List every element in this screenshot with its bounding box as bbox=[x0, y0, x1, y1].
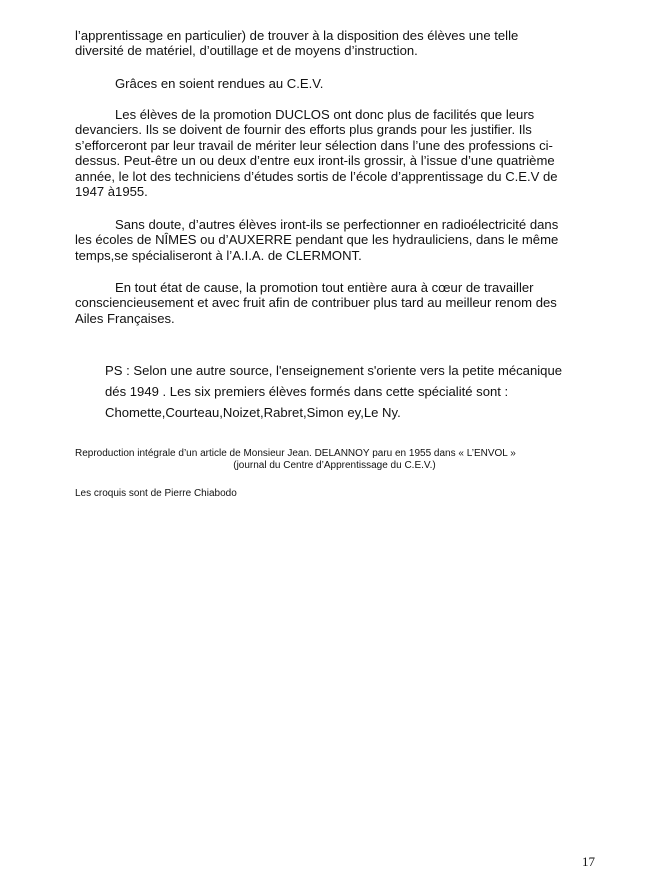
text-line: 1947 à1955. bbox=[75, 184, 148, 200]
text-line: année, le lot des techniciens d’études sortis de l’école d’apprentissage du C.E.V de bbox=[75, 168, 558, 184]
postscript bbox=[105, 360, 595, 423]
text-line: s’efforceront par leur travail de mériter leur sélection dans l’une des professions ci- bbox=[75, 137, 553, 153]
text-line: consciencieusement et avec fruit afin de contribuer plus tard au meilleur renom des bbox=[75, 295, 557, 311]
paragraph-promotion bbox=[75, 107, 594, 199]
page-number: 17 bbox=[582, 854, 595, 869]
paragraph-radio bbox=[75, 217, 594, 263]
paragraph-thanks bbox=[75, 76, 594, 91]
text-line: Sans doute, d’autres élèves iront-ils se perfectionner en radioélectricité dans bbox=[115, 217, 559, 232]
paragraph-conclusion bbox=[75, 280, 594, 326]
text-line: temps,se spécialiseront à l’A.I.A. de CLERMONT. bbox=[75, 247, 362, 263]
reproduction-credit bbox=[75, 448, 594, 472]
text-line: Chomette,Courteau,Noizet,Rabret,Simon ey,Le Ny. bbox=[105, 405, 401, 420]
text-line: devanciers. Ils se doivent de fournir des efforts plus grands pour les justifier. Ils bbox=[75, 122, 532, 138]
text-line: dessus. Peut-être un ou deux d’entre eux iront-ils grossir, à l’issue d’une quatrième bbox=[75, 153, 555, 169]
text-line: Les élèves de la promotion DUCLOS ont donc plus de facilités que leurs bbox=[115, 107, 535, 122]
text-line: les écoles de NÎMES ou d’AUXERRE pendant que les hydrauliciens, dans le même bbox=[75, 232, 559, 248]
text-line: Reproduction intégrale d’un article de Monsieur Jean. DELANNOY paru en 1955 dans « L’ENVOL » bbox=[75, 448, 516, 459]
text-line: (journal du Centre d’Apprentissage du C.E.V.) bbox=[233, 460, 436, 471]
text-line: PS : Selon une autre source, l'enseignement s'oriente vers la petite mécanique bbox=[105, 363, 563, 378]
text-line: Ailes Françaises. bbox=[75, 310, 175, 326]
text-line: Grâces en soient rendues au C.E.V. bbox=[115, 76, 324, 91]
text-line: l’apprentissage en particulier) de trouver à la disposition des élèves une telle bbox=[75, 28, 519, 43]
text-line: En tout état de cause, la promotion tout entière aura à cœur de travailler bbox=[115, 280, 534, 295]
text-line: diversité de matériel, d’outillage et de moyens d’instruction. bbox=[75, 43, 418, 59]
sketch-credit: Les croquis sont de Pierre Chiabodo bbox=[75, 488, 237, 499]
paragraph-continuation bbox=[75, 28, 594, 59]
text-line: dés 1949 . Les six premiers élèves formés dans cette spécialité sont : bbox=[105, 384, 509, 399]
